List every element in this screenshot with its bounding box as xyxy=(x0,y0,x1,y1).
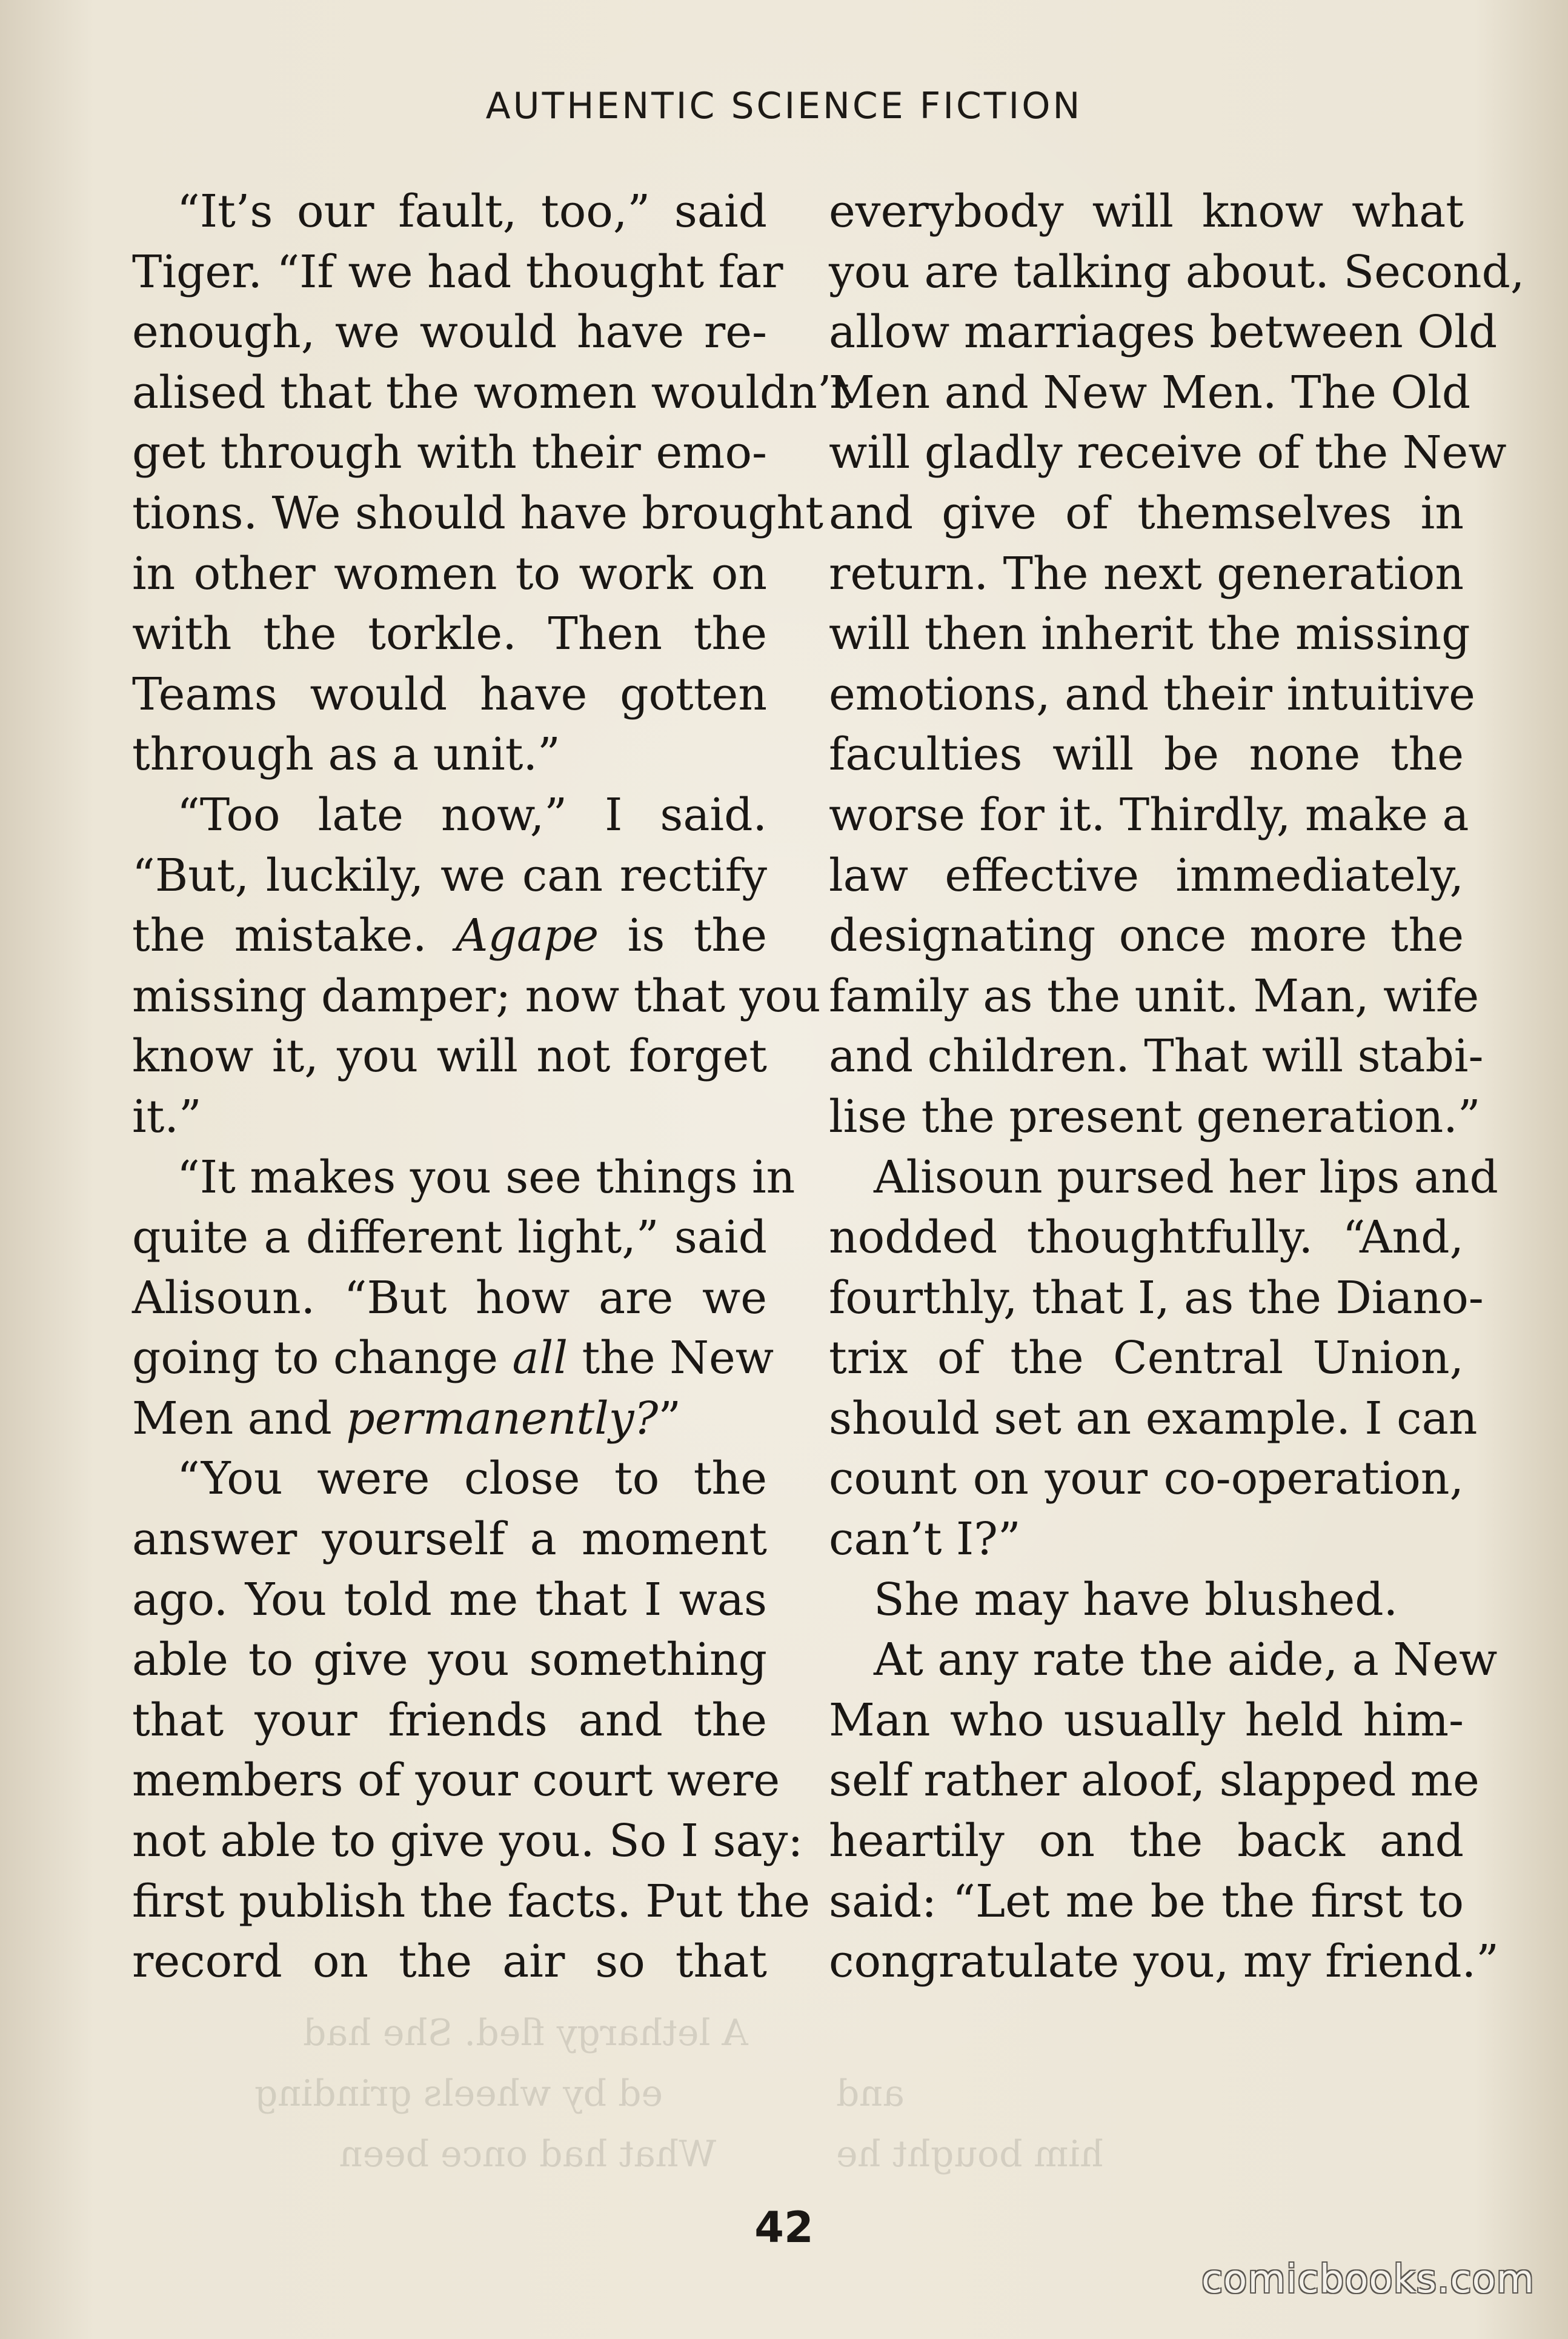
text-line xyxy=(132,906,767,967)
bleed-through-text: What had once been xyxy=(339,2133,717,2175)
text-line: and children. That will stabi- xyxy=(829,1030,1484,1083)
text-line: law effective immediately, xyxy=(829,849,1464,902)
text-line: not able to give you. So I say: xyxy=(132,1815,803,1868)
bleed-through-text: him bought he xyxy=(836,2133,1104,2175)
text-line: designating once more the xyxy=(829,910,1464,962)
text-line: Teams would have gotten xyxy=(132,668,767,720)
text-fragment: the mistake. xyxy=(132,910,427,962)
text-line: “It’s our fault, too,” said xyxy=(177,185,767,238)
text-line: lise the present generation.” xyxy=(829,1090,1481,1143)
text-line: Tiger. “If we had thought far xyxy=(132,245,783,298)
italic-word: Agape xyxy=(456,910,599,962)
text-line: heartily on the back and xyxy=(829,1815,1464,1868)
text-line: self rather aloof, slapped me xyxy=(829,1754,1480,1807)
text-line: congratulate you, my friend.” xyxy=(829,1935,1499,1988)
page-number: 42 xyxy=(754,2203,814,2252)
text-line: “You were close to the xyxy=(177,1452,767,1505)
text-line: nodded thoughtfully. “And, xyxy=(829,1211,1464,1264)
text-line: quite a different light,” said xyxy=(132,1211,767,1264)
text-line: emotions, and their intuitive xyxy=(829,668,1475,720)
text-line: ago. You told me that I was xyxy=(132,1573,767,1626)
text-line xyxy=(132,1389,767,1449)
text-fragment: ” xyxy=(658,1392,682,1445)
text-line: Men and New Men. The Old xyxy=(829,366,1471,419)
running-header: AUTHENTIC SCIENCE FICTION xyxy=(485,85,1083,127)
text-line: through as a unit.” xyxy=(132,728,560,781)
bleed-through-text: ed by wheels grinding xyxy=(254,2072,663,2115)
text-line: that your friends and the xyxy=(132,1694,767,1746)
text-line: She may have blushed. xyxy=(874,1573,1398,1626)
text-fragment: the New xyxy=(582,1332,774,1385)
text-line: and give of themselves in xyxy=(829,487,1464,539)
text-line: Alisoun. “But how are we xyxy=(132,1271,767,1324)
text-line: missing damper; now that you xyxy=(132,970,821,1022)
text-line: members of your court were xyxy=(132,1754,780,1807)
text-line: count on your co-operation, xyxy=(829,1452,1464,1505)
text-fragment: is the xyxy=(627,910,767,962)
text-fragment: Men and xyxy=(132,1392,347,1445)
text-line: everybody will know what xyxy=(829,185,1464,238)
text-line: know it, you will not forget xyxy=(132,1030,767,1083)
left-column xyxy=(132,182,850,1992)
text-line: At any rate the aide, a New xyxy=(874,1634,1498,1686)
text-line: allow marriages between Old xyxy=(829,306,1498,359)
text-line: Man who usually held him- xyxy=(829,1694,1464,1746)
text-line: alised that the women wouldn’t xyxy=(132,366,850,419)
right-column xyxy=(829,182,1525,1992)
text-line: family as the unit. Man, wife xyxy=(829,970,1480,1022)
text-line: fourthly, that I, as the Diano- xyxy=(829,1271,1484,1324)
text-line: can’t I?” xyxy=(829,1513,1021,1566)
text-line: tions. We should have brought xyxy=(132,487,824,539)
italic-word: permanently? xyxy=(346,1392,659,1445)
italic-word: all xyxy=(512,1332,568,1385)
text-line: trix of the Central Union, xyxy=(829,1332,1464,1385)
text-line: it.” xyxy=(132,1090,202,1143)
text-line: you are talking about. Second, xyxy=(829,245,1525,298)
text-line: will gladly receive of the New xyxy=(829,427,1507,479)
text-line: Alisoun pursed her lips and xyxy=(874,1151,1498,1203)
text-line: in other women to work on xyxy=(132,547,767,600)
text-fragment: going to change xyxy=(132,1332,498,1385)
text-line: “It makes you see things in xyxy=(177,1151,796,1203)
text-line: should set an example. I can xyxy=(829,1392,1478,1445)
text-line: able to give you something xyxy=(132,1634,767,1686)
text-line: return. The next generation xyxy=(829,547,1464,600)
text-line xyxy=(132,1328,774,1389)
text-line: will then inherit the missing xyxy=(829,608,1470,660)
bleed-through-text: and xyxy=(836,2072,905,2115)
text-line: faculties will be none the xyxy=(829,728,1464,781)
text-line: with the torkle. Then the xyxy=(132,608,767,660)
text-line: answer yourself a moment xyxy=(132,1513,767,1566)
text-line: “Too late now,” I said. xyxy=(177,788,767,841)
text-line: said: “Let me be the first to xyxy=(829,1875,1464,1928)
text-line: first publish the facts. Put the xyxy=(132,1875,811,1928)
text-line: worse for it. Thirdly, make a xyxy=(829,788,1469,841)
text-line: get through with their emo- xyxy=(132,427,767,479)
text-line: “But, luckily, we can rectify xyxy=(132,849,767,902)
bleed-through-text: A lethargy fled. She had xyxy=(303,2012,748,2054)
watermark-logo: comicbooks.com xyxy=(1201,2257,1535,2302)
text-line: enough, we would have re- xyxy=(132,306,767,359)
text-line: record on the air so that xyxy=(132,1935,767,1988)
